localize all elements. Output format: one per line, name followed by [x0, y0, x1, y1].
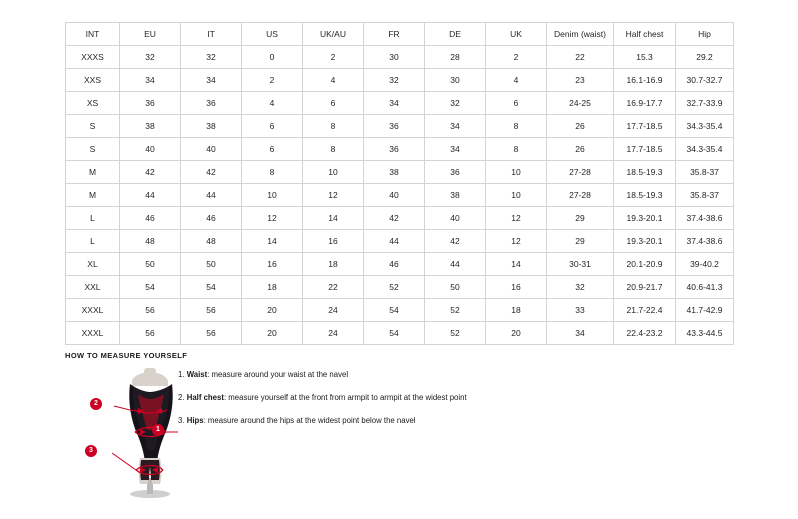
note-index: 2. [178, 393, 185, 402]
table-header-row [66, 23, 734, 46]
cell: 40 [425, 207, 486, 230]
cell: 6 [303, 92, 364, 115]
column-header: Denim (waist) [547, 23, 614, 46]
cell: 6 [242, 115, 303, 138]
marker-half-chest: 2 [90, 398, 102, 410]
size-table [65, 22, 734, 345]
table-row [66, 46, 734, 69]
note-index: 3. [178, 416, 185, 425]
cell: 16 [303, 230, 364, 253]
cell: 18 [486, 299, 547, 322]
table-row [66, 253, 734, 276]
cell: 4 [486, 69, 547, 92]
cell: 56 [120, 322, 181, 345]
cell: 18.5-19.3 [614, 161, 676, 184]
cell: 30 [364, 46, 425, 69]
cell: L [66, 230, 120, 253]
cell: 15.3 [614, 46, 676, 69]
cell: 8 [303, 138, 364, 161]
cell: 38 [120, 115, 181, 138]
cell: 34 [181, 69, 242, 92]
cell: 14 [303, 207, 364, 230]
cell: 52 [425, 299, 486, 322]
cell: 14 [242, 230, 303, 253]
cell: 36 [364, 115, 425, 138]
cell: 44 [425, 253, 486, 276]
cell: M [66, 184, 120, 207]
cell: 33 [547, 299, 614, 322]
cell: 16.1-16.9 [614, 69, 676, 92]
table-row [66, 161, 734, 184]
cell: 12 [486, 207, 547, 230]
cell: 50 [120, 253, 181, 276]
column-header: US [242, 23, 303, 46]
cell: 34.3-35.4 [676, 138, 734, 161]
cell: XXXL [66, 322, 120, 345]
cell: 10 [242, 184, 303, 207]
column-header: FR [364, 23, 425, 46]
cell: 36 [181, 92, 242, 115]
cell: 46 [181, 207, 242, 230]
table-row [66, 115, 734, 138]
cell: 38 [425, 184, 486, 207]
cell: 19.3-20.1 [614, 207, 676, 230]
marker-hips: 3 [85, 445, 97, 457]
cell: 10 [303, 161, 364, 184]
cell: 2 [486, 46, 547, 69]
cell: 43.3-44.5 [676, 322, 734, 345]
table-row [66, 138, 734, 161]
cell: XXS [66, 69, 120, 92]
cell: 22.4-23.2 [614, 322, 676, 345]
cell: 20 [486, 322, 547, 345]
cell: XXXL [66, 299, 120, 322]
cell: 14 [486, 253, 547, 276]
note-term: Half chest [186, 393, 224, 402]
cell: 40 [120, 138, 181, 161]
cell: 42 [425, 230, 486, 253]
cell: 6 [486, 92, 547, 115]
note-text: : measure around your waist at the navel [207, 370, 349, 379]
table-row [66, 299, 734, 322]
cell: 36 [425, 161, 486, 184]
cell: 24 [303, 299, 364, 322]
cell: 36 [120, 92, 181, 115]
size-table-head [66, 23, 734, 46]
cell: 42 [364, 207, 425, 230]
size-chart [65, 22, 733, 345]
cell: 28 [425, 46, 486, 69]
cell: XS [66, 92, 120, 115]
note-text: : measure yourself at the front from armpit to armpit at the widest point [223, 393, 467, 402]
cell: 27-28 [547, 184, 614, 207]
cell: 41.7-42.9 [676, 299, 734, 322]
cell: 26 [547, 138, 614, 161]
marker-waist: 1 [152, 424, 164, 436]
cell: 44 [364, 230, 425, 253]
note-half-chest [178, 392, 698, 403]
cell: 34 [425, 115, 486, 138]
table-row [66, 230, 734, 253]
cell: 8 [242, 161, 303, 184]
cell: 17.7-18.5 [614, 115, 676, 138]
note-waist [178, 369, 698, 380]
cell: 34 [364, 92, 425, 115]
cell: 18.5-19.3 [614, 184, 676, 207]
cell: 54 [364, 299, 425, 322]
cell: 34 [120, 69, 181, 92]
cell: 10 [486, 184, 547, 207]
cell: 24 [303, 322, 364, 345]
how-to-measure-title: HOW TO MEASURE YOURSELF [65, 351, 188, 360]
table-row [66, 92, 734, 115]
cell: 36 [364, 138, 425, 161]
cell: 32 [181, 46, 242, 69]
cell: 8 [303, 115, 364, 138]
cell: 16.9-17.7 [614, 92, 676, 115]
size-table-body [66, 46, 734, 345]
cell: XXL [66, 276, 120, 299]
cell: 35.8-37 [676, 184, 734, 207]
cell: 12 [486, 230, 547, 253]
cell: M [66, 161, 120, 184]
column-header: EU [120, 23, 181, 46]
cell: L [66, 207, 120, 230]
cell: 32 [547, 276, 614, 299]
cell: 2 [242, 69, 303, 92]
cell: 34 [425, 138, 486, 161]
cell: 26 [547, 115, 614, 138]
cell: 20 [242, 299, 303, 322]
cell: 12 [242, 207, 303, 230]
cell: 52 [425, 322, 486, 345]
cell: 42 [181, 161, 242, 184]
cell: 40.6-41.3 [676, 276, 734, 299]
cell: 10 [486, 161, 547, 184]
cell: 38 [181, 115, 242, 138]
table-row [66, 322, 734, 345]
column-header: UK/AU [303, 23, 364, 46]
note-text: : measure around the hips at the widest point below the navel [203, 416, 416, 425]
table-row [66, 207, 734, 230]
table-row [66, 184, 734, 207]
cell: 19.3-20.1 [614, 230, 676, 253]
cell: 35.8-37 [676, 161, 734, 184]
cell: 40 [364, 184, 425, 207]
cell: 29.2 [676, 46, 734, 69]
cell: XL [66, 253, 120, 276]
cell: 32 [120, 46, 181, 69]
cell: 4 [303, 69, 364, 92]
cell: 22 [547, 46, 614, 69]
cell: 54 [120, 276, 181, 299]
cell: 30.7-32.7 [676, 69, 734, 92]
note-term: Hips [186, 416, 204, 425]
table-row [66, 69, 734, 92]
cell: 44 [181, 184, 242, 207]
cell: XXXS [66, 46, 120, 69]
cell: 30-31 [547, 253, 614, 276]
cell: 30 [425, 69, 486, 92]
cell: 46 [120, 207, 181, 230]
cell: 21.7-22.4 [614, 299, 676, 322]
cell: 37.4-38.6 [676, 207, 734, 230]
cell: 4 [242, 92, 303, 115]
cell: 48 [120, 230, 181, 253]
cell: 22 [303, 276, 364, 299]
cell: 20.1-20.9 [614, 253, 676, 276]
column-header: IT [181, 23, 242, 46]
column-header: Half chest [614, 23, 676, 46]
cell: 0 [242, 46, 303, 69]
cell: 29 [547, 207, 614, 230]
cell: 52 [364, 276, 425, 299]
cell: 27-28 [547, 161, 614, 184]
cell: 44 [120, 184, 181, 207]
cell: 17.7-18.5 [614, 138, 676, 161]
cell: 50 [181, 253, 242, 276]
cell: 6 [242, 138, 303, 161]
cell: 46 [364, 253, 425, 276]
cell: 18 [242, 276, 303, 299]
cell: 12 [303, 184, 364, 207]
table-row [66, 276, 734, 299]
cell: 34.3-35.4 [676, 115, 734, 138]
column-header: INT [66, 23, 120, 46]
cell: S [66, 115, 120, 138]
cell: 18 [303, 253, 364, 276]
cell: 20.9-21.7 [614, 276, 676, 299]
cell: 56 [181, 322, 242, 345]
note-hips [178, 415, 698, 426]
cell: 40 [181, 138, 242, 161]
cell: 32 [425, 92, 486, 115]
cell: 2 [303, 46, 364, 69]
cell: 54 [181, 276, 242, 299]
cell: 24-25 [547, 92, 614, 115]
cell: 56 [181, 299, 242, 322]
cell: 16 [486, 276, 547, 299]
cell: 32.7-33.9 [676, 92, 734, 115]
column-header: Hip [676, 23, 734, 46]
cell: 8 [486, 138, 547, 161]
cell: 32 [364, 69, 425, 92]
cell: 50 [425, 276, 486, 299]
cell: 16 [242, 253, 303, 276]
cell: 54 [364, 322, 425, 345]
cell: 29 [547, 230, 614, 253]
cell: 42 [120, 161, 181, 184]
cell: 20 [242, 322, 303, 345]
cell: S [66, 138, 120, 161]
note-index: 1. [178, 370, 185, 379]
cell: 34 [547, 322, 614, 345]
cell: 38 [364, 161, 425, 184]
note-term: Waist [186, 370, 208, 379]
cell: 8 [486, 115, 547, 138]
measure-notes [178, 369, 698, 438]
cell: 39-40.2 [676, 253, 734, 276]
cell: 37.4-38.6 [676, 230, 734, 253]
column-header: UK [486, 23, 547, 46]
column-header: DE [425, 23, 486, 46]
cell: 23 [547, 69, 614, 92]
cell: 56 [120, 299, 181, 322]
cell: 48 [181, 230, 242, 253]
